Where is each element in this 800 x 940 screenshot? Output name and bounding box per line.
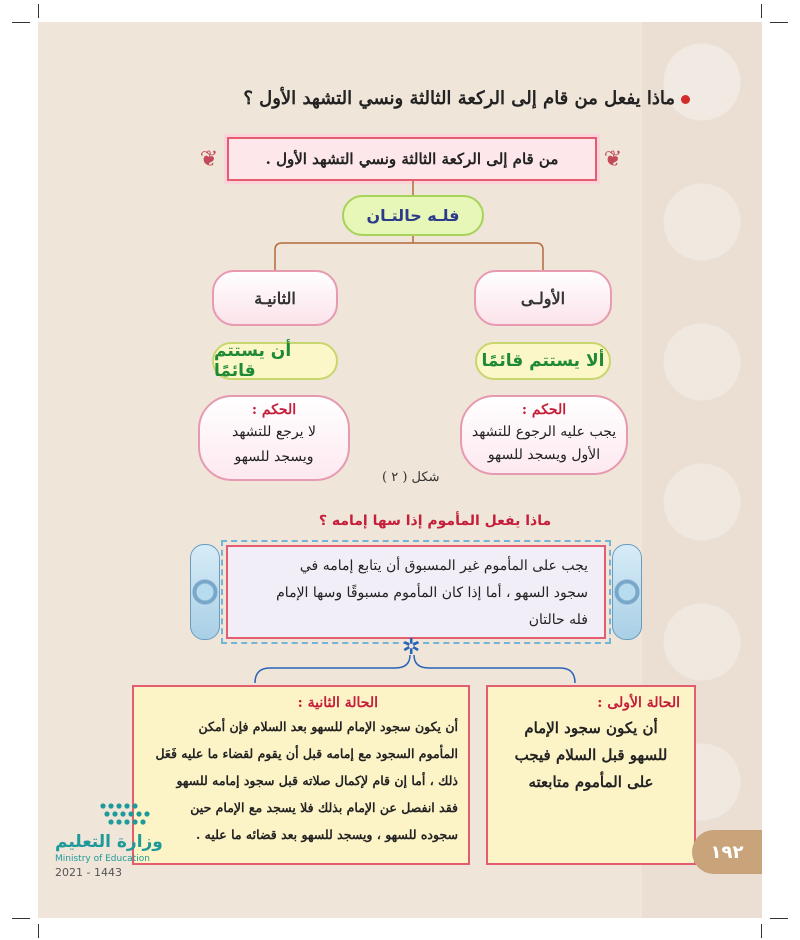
second-case-node: الثانيـة	[212, 270, 338, 326]
figure-caption: شكل ( ٢ )	[382, 470, 440, 485]
ministry-english: Ministry of Education	[55, 854, 150, 864]
root-node: فلـه حالتـان	[342, 195, 484, 236]
star-icon: ✲	[402, 635, 421, 660]
case1-line: أن يكون سجود الإمام	[524, 719, 658, 737]
case2-box	[132, 685, 470, 865]
case2-heading: الحالة الثانية :	[297, 695, 378, 711]
ornament-right-icon: ❦	[603, 146, 623, 172]
rule-line: لا يرجع للتشهد	[231, 424, 317, 440]
rule-line: الأول ويسجد للسهو	[487, 447, 601, 463]
first-case-node: الأولـى	[474, 270, 612, 326]
rule-line: يجب عليه الرجوع للتشهد	[471, 424, 617, 440]
case1-heading: الحالة الأولى :	[597, 695, 680, 711]
case2-line: ذلك ، أما إن قام لإكمال صلاته قبل سجود إمامه للسهو	[176, 773, 458, 788]
case1-box	[486, 685, 696, 865]
first-condition: ألا يستتم قائمًا	[475, 342, 611, 380]
case2-line: سجوده للسهو ، ويسجد للسهو بعد قضائه ما عليه .	[195, 827, 458, 842]
case1-line: على المأموم متابعته	[528, 773, 654, 791]
ministry-logo	[55, 800, 165, 882]
case1-line: للسهو قبل السلام فيجب	[514, 746, 668, 764]
intro-line: يجب على المأموم غير المسبوق أن يتابع إمامه في	[299, 558, 588, 574]
intro-line: فله حالتان	[528, 612, 588, 628]
ministry-logo-icon	[97, 800, 167, 830]
case2-line: فقد انفصل عن الإمام بذلك فلا يسجد مع الإمام حين	[190, 800, 458, 815]
page-number: ١٩٢	[692, 830, 762, 874]
rule-label: الحكم :	[251, 402, 297, 418]
case2-line: أن يكون سجود الإمام للسهو بعد السلام فإن أمكن	[198, 719, 458, 734]
rule-line: ويسجد للسهو	[234, 449, 314, 465]
ornament-left-icon: ❦	[199, 146, 219, 172]
case2-line: المأموم السجود مع إمامه قبل أن يقوم لقضاء ما عليه فَعَل	[155, 746, 458, 761]
section2-question: ماذا يفعل المأموم إذا سها إمامه ؟	[318, 513, 552, 529]
ministry-year: 2021 - 1443	[55, 866, 122, 879]
diagram-title: من قام إلى الركعة الثالثة ونسي التشهد الأول .	[265, 150, 559, 168]
rule-label: الحكم :	[521, 402, 567, 418]
ministry-arabic: وزارة التعليم	[55, 832, 163, 852]
question-heading: ماذا يفعل من قام إلى الركعة الثالثة ونسي التشهد الأول ؟	[70, 88, 690, 109]
intro-line: سجود السهو ، أما إذا كان المأموم مسبوقًا وسها الإمام	[276, 585, 588, 601]
second-condition: أن يستتم قائمًا	[212, 342, 338, 380]
